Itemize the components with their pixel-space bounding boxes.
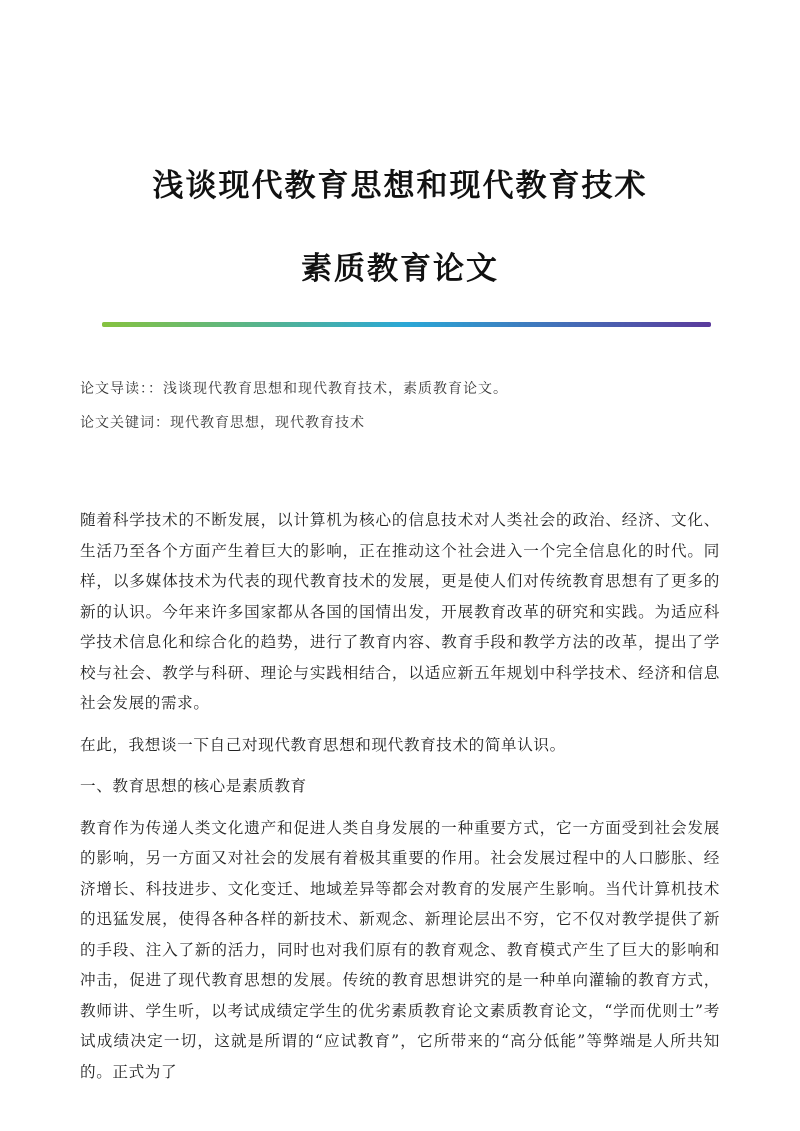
document-title-line2: 素质教育论文 [301, 251, 499, 287]
article-body [80, 505, 720, 1098]
paragraph-statement: 在此，我想谈一下自己对现代教育思想和现代教育技术的简单认识。 [80, 735, 566, 754]
section-heading-1: 一、教育思想的核心是素质教育 [80, 777, 307, 795]
abstract-guide: 论文导读：：浅谈现代教育思想和现代教育技术，素质教育论文。 [80, 381, 508, 397]
keywords: 论文关键词：现代教育思想，现代教育技术 [80, 415, 365, 431]
paragraph-intro: 随着科学技术的不断发展，以计算机为核心的信息技术对人类社会的政治、经济、文化、生活乃至各个方面产生着巨大的影响，正在推动这个社会进入一个完全信息化的时代。同样，以多媒体技术为代表的现代教育技术的发展，更是使人们对传统教育思想有了更多的新的认识。今年来许多国家都从各国的国情出发，开展教育改革的研究和实践。为适应科学技术信息化和综合化的趋势，进行了教育内容、教育手段和教学方法的改革，提出了学校与社会、教学与科研、理论与实践相结合，以适应新五年规划中科学技术、经济和信息社会发展的需求。 [80, 511, 720, 712]
document-title-line1: 浅谈现代教育思想和现代教育技术 [152, 168, 648, 204]
paragraph-section-1: 教育作为传递人类文化遗产和促进人类自身发展的一种重要方式，它一方面受到社会发展的影响，另一方面又对社会的发展有着极其重要的作用。社会发展过程中的人口膨胀、经济增长、科技进步、文化变迁、地域差异等都会对教育的发展产生影响。当代计算机技术的迅猛发展，使得各种各样的新技术、新观念、新理论层出不穷，它不仅对教学提供了新的手段、注入了新的活力，同时也对我们原有的教育观念、教育模式产生了巨大的影响和冲击，促进了现代教育思想的发展。传统的教育思想讲究的是一种单向灌输的教育方式，教师讲、学生听，以考试成绩定学生的优劣素质教育论文素质教育论文，“学而优则士”考试成绩决定一切，这就是所谓的“应试教育”，它所带来的“高分低能”等弊端是人所共知的。正式为了 [80, 818, 720, 1081]
title-divider [102, 322, 711, 327]
